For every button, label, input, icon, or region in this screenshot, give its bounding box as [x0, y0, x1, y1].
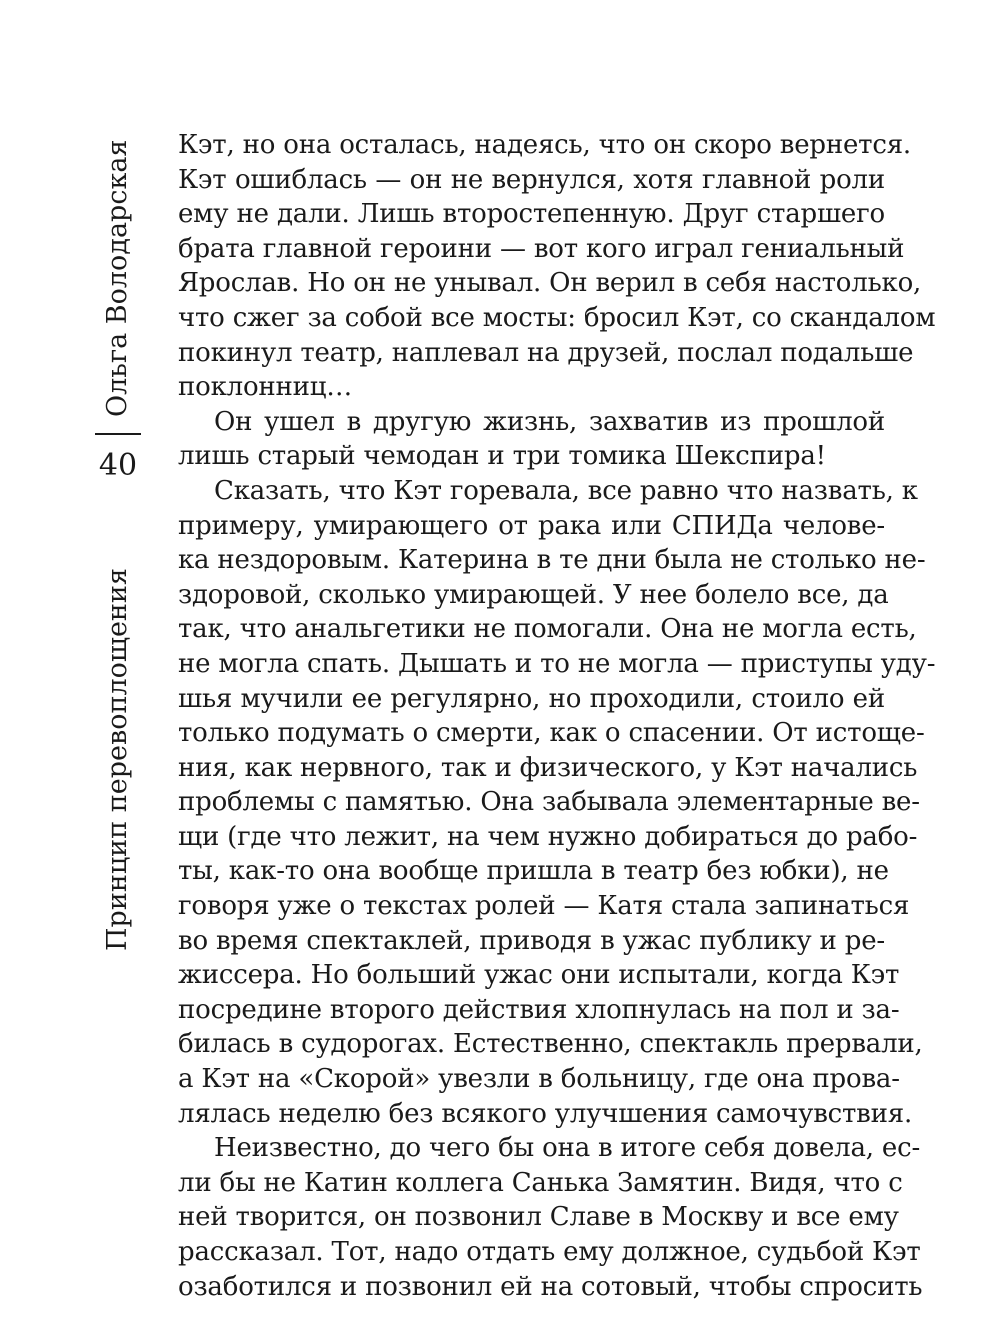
text-line: щи (где что лежит, на чем нужно добираться до рабо-	[178, 821, 918, 852]
text-line: покинул театр, наплевал на друзей, послал подальше	[178, 337, 914, 368]
text-line: здоровой, сколько умирающей. У нее болело все, да	[178, 579, 889, 610]
text-line: лялась неделю без всякого улучшения самочувствия.	[178, 1098, 913, 1129]
text-line: ка нездоровым. Катерина в те дни была не столько не-	[178, 545, 926, 576]
text-line: ты, как-то она вообще пришла в театр без юбки), не	[178, 856, 889, 887]
text-line: а Кэт на «Скорой» увезли в больницу, где она прова-	[178, 1064, 900, 1095]
text-line: жиссера. Но больший ужас они испытали, когда Кэт	[178, 960, 900, 991]
paragraph-first-line: Он ушел в другую жизнь, захватив из прошлой	[214, 406, 885, 437]
text-line: ему не дали. Лишь второстепенную. Друг старшего	[178, 199, 885, 230]
text-line: рассказал. Тот, надо отдать ему должное, судьбой Кэт	[178, 1237, 921, 1267]
text-line: озаботился и позвонил ей на сотовый, чтобы спросить	[178, 1271, 923, 1302]
text-line: примеру, умирающего от рака или СПИДа челове-	[178, 510, 885, 541]
text-line: шья мучили ее регулярно, но проходили, стоило ей	[178, 683, 885, 714]
text-line: говоря уже о текстах ролей — Катя стала запинаться	[178, 891, 910, 922]
running-head	[95, 120, 141, 952]
text-line: Кэт, но она осталась, надеясь, что он скоро вернется.	[178, 130, 911, 160]
text-line: во время спектаклей, приводя в ужас публику и ре-	[178, 925, 885, 956]
text-line: брата главной героини — вот кого играл гениальный	[178, 233, 905, 264]
text-line: билась в судорогах. Естественно, спектакль прервали,	[178, 1029, 923, 1060]
text-line: поклонниц…	[178, 372, 353, 403]
paragraph-first-line: Неизвестно, до чего бы она в итоге себя довела, ес-	[214, 1133, 921, 1164]
paragraph-first-line: Сказать, что Кэт горевала, все равно что назвать, к	[214, 475, 918, 506]
running-head-divider	[95, 433, 141, 435]
page-number: 40	[98, 448, 138, 483]
body-text	[178, 128, 936, 1304]
text-line: посредине второго действия хлопнулась на пол и за-	[178, 994, 900, 1025]
text-line: проблемы с памятью. Она забывала элементарные ве-	[178, 787, 920, 818]
running-head-book-title: Принцип перевоплощения	[102, 568, 133, 952]
running-head-author: Ольга Володарская	[102, 139, 133, 417]
text-line: ли бы не Катин коллега Санька Замятин. Видя, что с	[178, 1167, 903, 1198]
text-line: не могла спать. Дышать и то не могла — приступы уду-	[178, 648, 936, 679]
text-line: ния, как нервного, так и физического, у Кэт начались	[178, 752, 918, 783]
text-line: что сжег за собой все мосты: бросил Кэт, со скандалом	[178, 302, 936, 333]
text-line: лишь старый чемодан и три томика Шекспира!	[178, 441, 826, 472]
text-line: только подумать о смерти, как о спасении. От истоще-	[178, 718, 925, 749]
text-line: так, что анальгетики не помогали. Она не могла есть,	[178, 614, 917, 645]
text-line: ней творится, он позвонил Славе в Москву и все ему	[178, 1202, 899, 1233]
text-line: Кэт ошиблась — он не вернулся, хотя главной роли	[178, 164, 885, 195]
text-line: Ярослав. Но он не унывал. Он верил в себя настолько,	[178, 268, 922, 299]
